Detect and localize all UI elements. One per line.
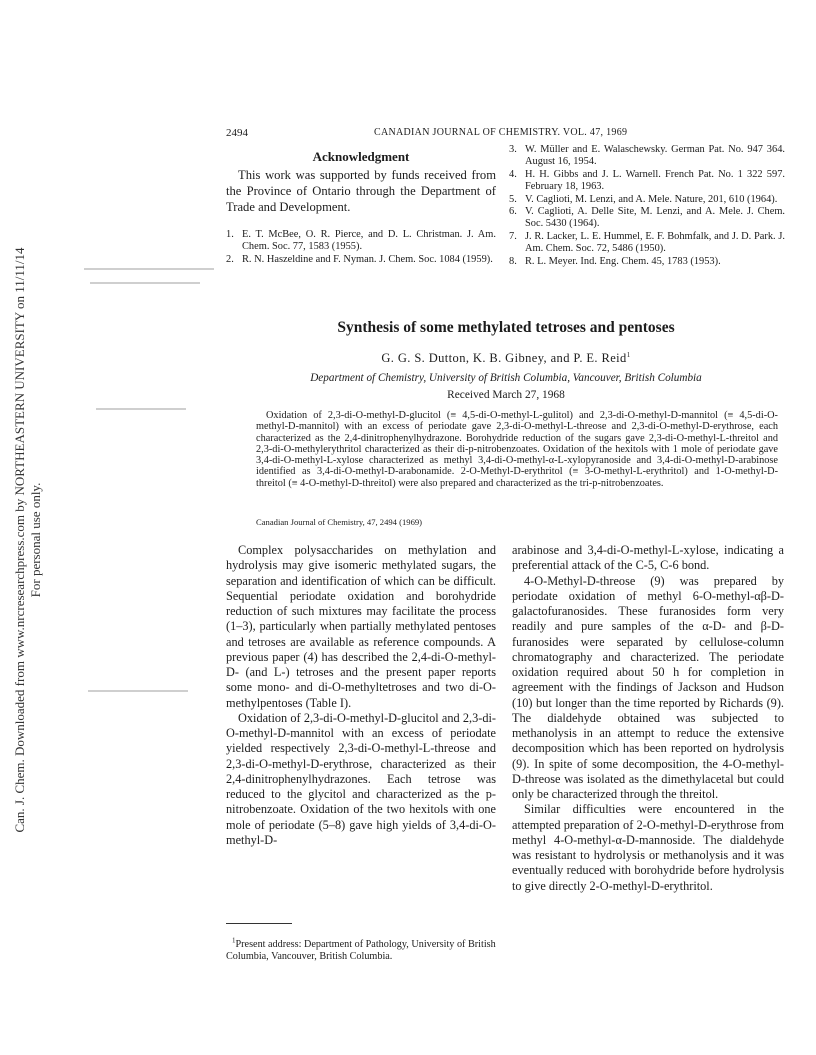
scan-artifact <box>96 408 186 410</box>
download-stamp-line: Can. J. Chem. Downloaded from www.nrcresearchpress.com by NORTHEASTERN UNIVERSITY on 11/11/14 <box>12 247 27 833</box>
footnote-text: Present address: Department of Pathology, University of British Columbia, Vancouver, British Columbia. <box>226 939 496 962</box>
journal-line: CANADIAN JOURNAL OF CHEMISTRY. VOL. 47, 1969 <box>374 127 628 138</box>
reference-item <box>509 206 785 231</box>
reference-number: 6. <box>509 206 517 218</box>
page-number: 2494 <box>226 127 248 139</box>
reference-text: E. T. McBee, O. R. Pierce, and D. L. Christman. J. Am. Chem. Soc. 77, 1583 (1955). <box>242 229 496 253</box>
reference-item <box>509 194 785 206</box>
acknowledgment-heading: Acknowledgment <box>312 149 410 164</box>
body-column-right <box>512 543 784 894</box>
body-paragraph: Oxidation of 2,3-di-O-methyl-D-glucitol and 2,3-di-O-methyl-D-mannitol with an excess of periodate yielded respectively 2,3-di-O-methyl-L-threose and 2,3-di-O-methyl-D-erythrose, characterized as their 2,4-dinitrophenylhydrazones. Each tetrose was reduced to the glycitol and characterized as the p-nitrobenzoate. Oxidation of the two hexitols with one mole of periodate (5–8) gave high yields of 3,4-di-O-methyl-D- <box>226 710 496 847</box>
reference-list-left <box>226 229 496 266</box>
reference-text: J. R. Lacker, L. E. Hummel, E. F. Bohmfalk, and J. D. Park. J. Am. Chem. Soc. 72, 5486 (1950). <box>525 230 785 255</box>
affiliation: Department of Chemistry, University of British Columbia, Vancouver, British Columbia <box>310 372 702 384</box>
reference-text: V. Caglioti, M. Lenzi, and A. Mele. Nature, 201, 610 (1964). <box>525 193 778 205</box>
reference-item <box>509 231 785 256</box>
received-date: Received March 27, 1968 <box>447 389 565 401</box>
reference-item <box>509 169 785 194</box>
scan-artifact <box>88 690 188 692</box>
scan-artifact <box>90 282 200 284</box>
reference-item <box>509 256 785 268</box>
body-paragraph: Similar difficulties were encountered in the attempted preparation of 2-O-methyl-D-erythrose from methyl 4-O-methyl-α-D-mannoside. The dialdehyde was resistant to hydrolysis or methanolysis and it was eventually reduced with borohydride before hydrolysis to give directly 2-O-methyl-D-erythritol. <box>512 802 784 893</box>
footnote <box>226 936 496 963</box>
reference-number: 8. <box>509 255 517 267</box>
reference-text: R. L. Meyer. Ind. Eng. Chem. 45, 1783 (1953). <box>525 255 721 267</box>
author-line <box>226 351 786 366</box>
reference-number: 2. <box>226 253 234 265</box>
scan-artifact <box>84 268 214 270</box>
acknowledgment-text: This work was supported by funds received from the Province of Ontario through the Department of Trade and Development. <box>226 168 496 214</box>
footnote-rule <box>226 923 292 924</box>
author-names: G. G. S. Dutton, K. B. Gibney, and P. E. Reid <box>381 351 627 365</box>
body-column-left <box>226 543 496 848</box>
download-stamp-note: For personal use only. <box>28 482 43 598</box>
reference-number: 5. <box>509 193 517 205</box>
reference-item <box>226 254 496 266</box>
reference-number: 7. <box>509 230 517 242</box>
reference-item <box>226 229 496 254</box>
body-paragraph: arabinose and 3,4-di-O-methyl-L-xylose, indicating a preferential attack of the C-5, C-6 bond. <box>512 543 784 573</box>
reference-text: H. H. Gibbs and J. L. Warnell. French Pat. No. 1 322 597. February 18, 1963. <box>525 168 785 193</box>
author-footnote-mark: 1 <box>626 350 631 359</box>
paper-title: Synthesis of some methylated tetroses and pentoses <box>337 319 675 336</box>
body-paragraph: Complex polysaccharides on methylation and hydrolysis may give isomeric methylated sugars, the separation and identification of which can be difficult. Sequential periodate oxidation and borohydride reduction of such mixtures may facilitate the process (1–3), particularly when partially methylated pentoses and tetroses are available as reference compounds. A previous paper (4) has described the 2,4-di-O-methyl-D- (and L-) tetroses and the present paper reports some mono- and di-O-methyltetroses and two di-O-methylpentoses (Table I). <box>226 543 496 710</box>
reference-number: 1. <box>226 229 234 240</box>
reference-number: 4. <box>509 168 517 180</box>
reference-number: 3. <box>509 144 517 155</box>
journal-citation: Canadian Journal of Chemistry, 47, 2494 (1969) <box>256 517 423 527</box>
reference-text: V. Caglioti, A. Delle Site, M. Lenzi, and A. Mele. J. Chem. Soc. 5430 (1964). <box>525 206 785 230</box>
footnote-mark: 1 <box>232 936 236 945</box>
reference-text: R. N. Haszeldine and F. Nyman. J. Chem. Soc. 1084 (1959). <box>242 253 493 265</box>
reference-text: W. Müller and E. Walaschewsky. German Pat. No. 947 364. August 16, 1954. <box>525 144 785 168</box>
body-paragraph: 4-O-Methyl-D-threose (9) was prepared by periodate oxidation of methyl 6-O-methyl-αβ-D-galactofuranosides. These furanosides form very readily and pure samples of the α-D- and β-D-furanosides were separated by cellulose-column chromatography and characterized. The periodate oxidation required about 50 h for completion in agreement with the findings of Jackson and Hudson (10) but longer than the time reported by Richards (9). The dialdehyde obtained was subjected to methanolysis in an attempt to reduce the extensive decomposition which has been reported on hydrolysis (9). In spite of some decomposition, the 4-O-methyl-D-threose was isolated as the dimethylacetal but could only be characterized through the threitol. <box>512 573 784 801</box>
reference-list-right <box>509 144 785 268</box>
reference-item <box>509 144 785 169</box>
abstract: Oxidation of 2,3-di-O-methyl-D-glucitol (≡ 4,5-di-O-methyl-L-gulitol) and 2,3-di-O-methyl-D-mannitol (≡ 4,5-di-O-methyl-D-mannitol) with an excess of periodate gave 2,3-di-O-methyl-L-threose and 2,3-di-O-methyl-D-erythrose, each characterized as the 2,4-dinitrophenylhydrazone. Borohydride reduction of the sugars gave 2,3-di-O-methyl-L-threitol and 2,3-di-O-methylerythritol characterized as their di-p-nitrobenzoates. Oxidation of the hexitols with 1 mole of periodate gave 3,4-di-O-methyl-L-xylose characterized as methyl 3,4-di-O-methyl-α-L-xylopyranoside and 3,4-di-O-methyl-D-arabinose identified as 3,4-di-O-methyl-D-arabonamide. 2-O-Methyl-D-erythritol (≡ 3-O-methyl-L-erythritol) and 1-O-methyl-D-threitol (≡ 4-O-methyl-D-threitol) were also prepared and characterized as the tri-p-nitrobenzoates. <box>256 410 778 489</box>
